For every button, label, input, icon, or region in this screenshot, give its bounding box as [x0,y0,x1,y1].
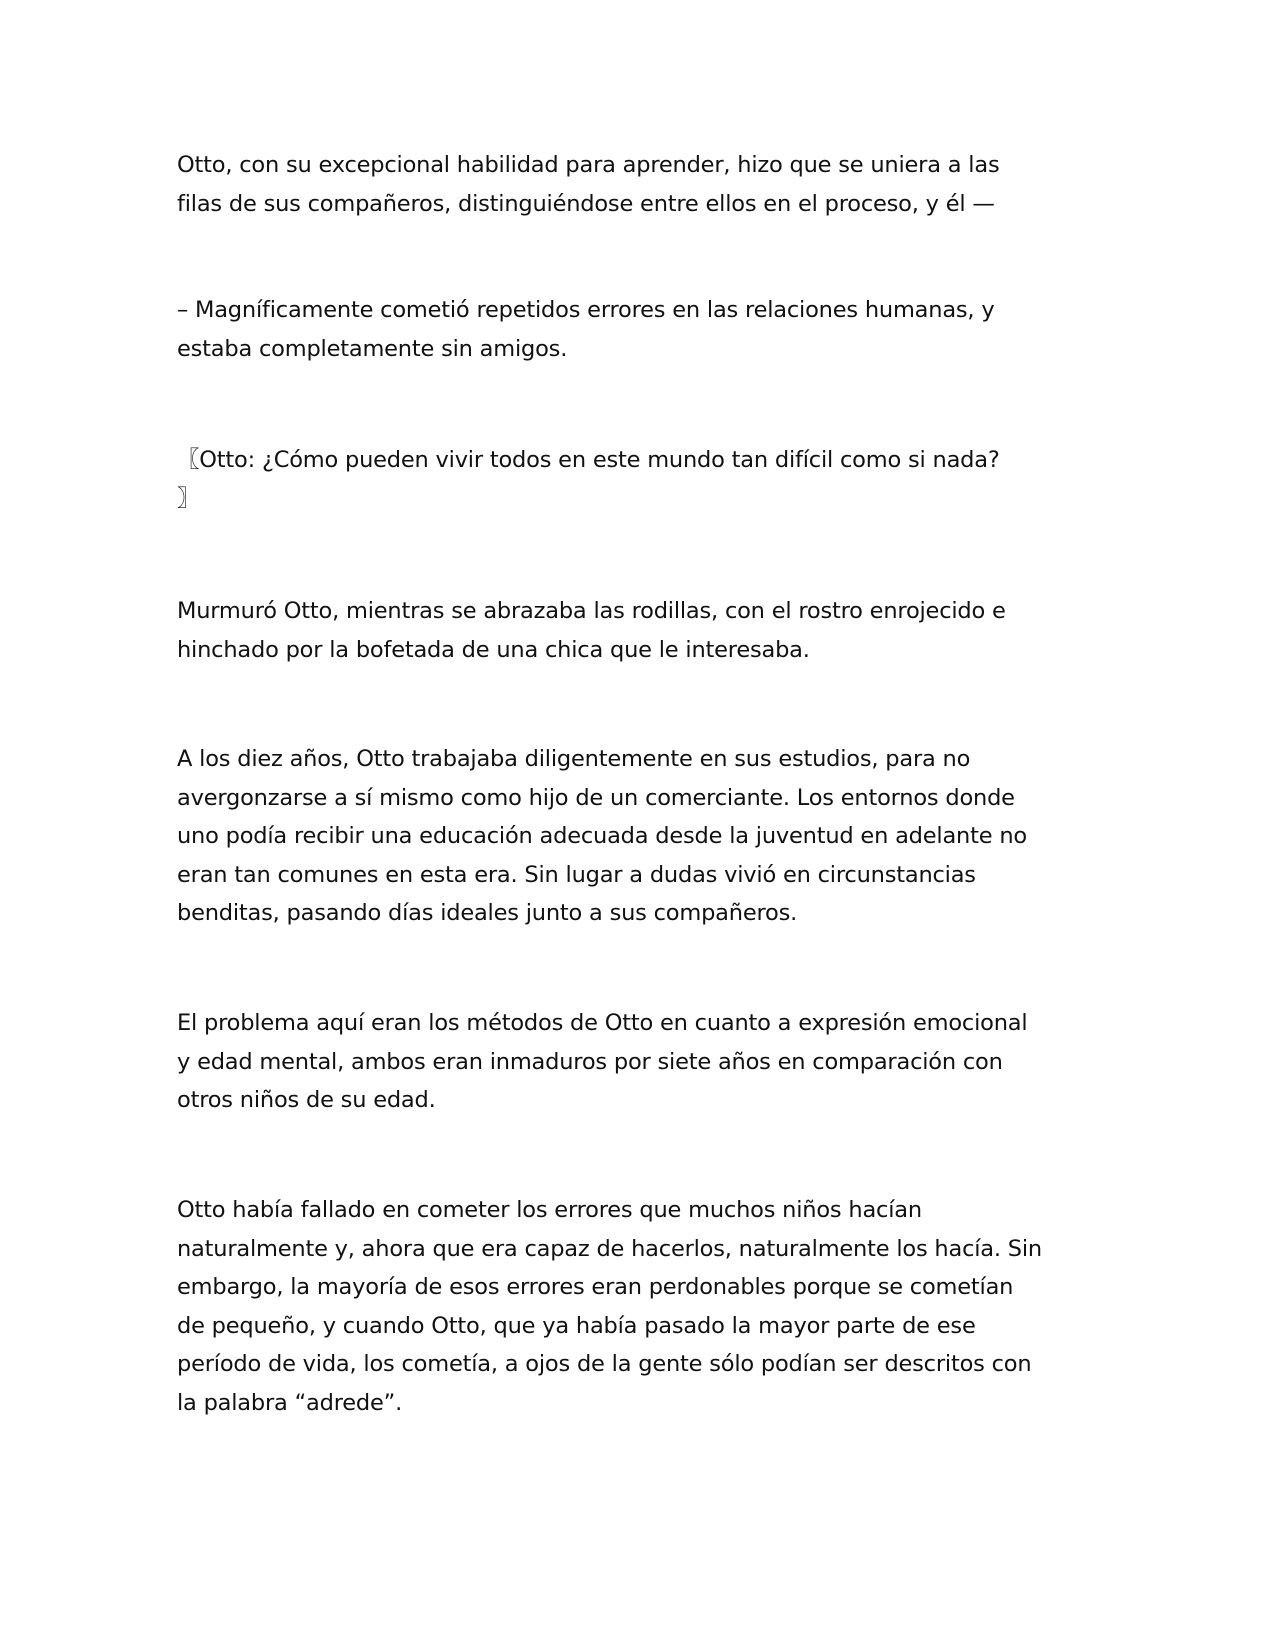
text-line: estaba completamente sin amigos. [177,335,568,362]
paragraph-2 [177,291,1097,368]
paragraph-3 [177,441,1097,518]
text-line: uno podía recibir una educación adecuada desde la juventud en adelante no [177,823,1027,850]
text-line: de pequeño, y cuando Otto, que ya había pasado la mayor parte de ese [177,1312,976,1339]
paragraph-5 [177,740,1097,933]
text-line: Murmuró Otto, mientras se abrazaba las rodillas, con el rostro enrojecido e [177,598,1006,624]
text-line: – Magníficamente cometió repetidos errores en las relaciones humanas, y [177,297,995,323]
text-line: Otto había fallado en cometer los errores que muchos niños hacían [177,1197,922,1223]
text-line: otros niños de su edad. [177,1087,436,1114]
text-line: Otto, con su excepcional habilidad para aprender, hizo que se uniera a las [177,152,1000,178]
text-line: filas de sus compañeros, distinguiéndose entre ellos en el proceso, y él — [177,190,995,217]
text-line: 〗 [177,485,200,512]
text-line: la palabra “adrede”. [177,1389,403,1416]
text-line: A los diez años, Otto trabajaba diligentemente en sus estudios, para no [177,746,971,772]
text-line: benditas, pasando días ideales junto a sus compañeros. [177,900,798,927]
paragraph-7 [177,1191,1097,1423]
text-line: avergonzarse a sí mismo como hijo de un comerciante. Los entornos donde [177,784,1015,811]
text-line: y edad mental, ambos eran inmaduros por siete años en comparación con [177,1048,1003,1075]
paragraph-4 [177,592,1097,669]
paragraph-1 [177,146,1097,223]
text-line: embargo, la mayoría de esos errores eran perdonables porque se cometían [177,1274,1014,1301]
text-line: naturalmente y, ahora que era capaz de hacerlos, naturalmente los hacía. Sin [177,1235,1042,1262]
text-line: hinchado por la bofetada de una chica que le interesaba. [177,636,810,663]
text-line: eran tan comunes en esta era. Sin lugar a dudas vivió en circunstancias [177,861,976,888]
text-line: 〖Otto: ¿Cómo pueden vivir todos en este mundo tan difícil como si nada? [177,447,1000,473]
paragraph-6 [177,1004,1097,1120]
text-line: El problema aquí eran los métodos de Otto en cuanto a expresión emocional [177,1010,1028,1036]
text-line: período de vida, los cometía, a ojos de la gente sólo podían ser descritos con [177,1351,1032,1378]
